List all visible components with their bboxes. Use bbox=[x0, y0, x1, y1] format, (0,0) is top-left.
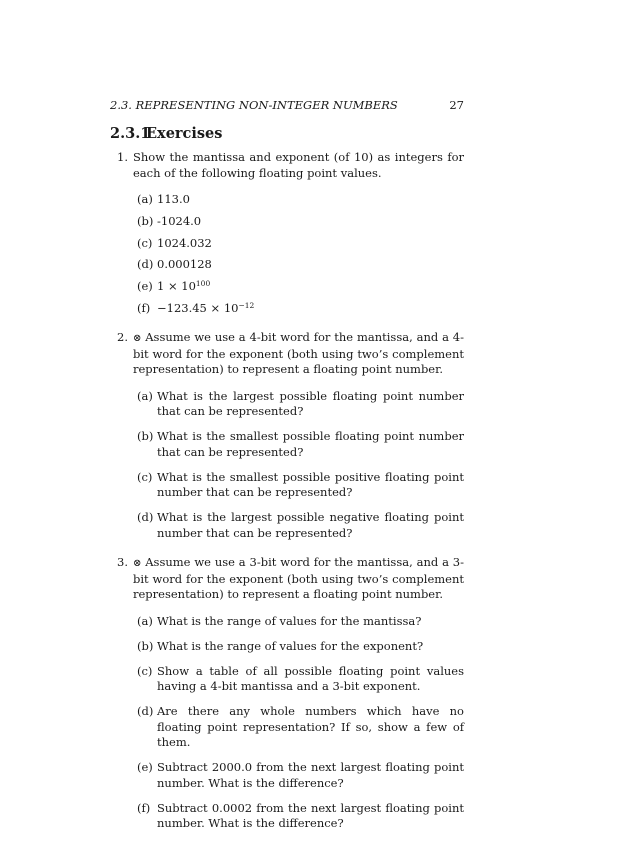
part-text: What is the largest possible floating point number that can be represented? bbox=[157, 388, 464, 419]
exercise-part bbox=[133, 704, 464, 751]
page-number: 27 bbox=[449, 98, 464, 112]
part-text: What is the smallest possible floating point number that can be represented? bbox=[157, 429, 464, 459]
part-label: (f) bbox=[137, 800, 151, 815]
part-exponent: 100 bbox=[195, 279, 211, 289]
part-label: (e) bbox=[137, 760, 153, 775]
exercise-parts bbox=[133, 614, 464, 832]
part-text: Subtract 0.0002 from the next largest floating point number. What is the difference? bbox=[157, 800, 464, 831]
part-label: (d) bbox=[137, 257, 154, 272]
part-label: (c) bbox=[137, 663, 153, 678]
part-text: 1024.032 bbox=[157, 235, 212, 250]
exercise-text bbox=[133, 555, 464, 603]
part-text: 1 × 10 bbox=[157, 279, 196, 294]
exercise-part bbox=[133, 192, 464, 208]
part-exponent: −12 bbox=[238, 300, 255, 310]
exercise-list bbox=[117, 150, 464, 846]
part-text: 113.0 bbox=[157, 192, 190, 206]
exercise-part bbox=[133, 389, 464, 420]
exercise-number: 2. bbox=[117, 330, 128, 345]
exercise-body: Assume we use a 4-bit word for the mantissa, and a 4-bit word for the exponent (both using two’s complement representation) to represent a floating point number. bbox=[133, 330, 464, 377]
part-text: What is the range of values for the mantissa? bbox=[157, 613, 422, 628]
part-text: 0.000128 bbox=[157, 257, 212, 272]
part-label: (b) bbox=[137, 213, 154, 228]
section-number: 2.3.1 bbox=[110, 125, 151, 142]
part-text: What is the range of values for the exponent? bbox=[157, 638, 424, 653]
part-label: (c) bbox=[137, 469, 153, 484]
part-text: Show a table of all possible floating point values having a 4-bit mantissa and a 3-bit exponent. bbox=[157, 663, 464, 694]
part-text: Subtract 2000.0 from the next largest floating point number. What is the difference? bbox=[157, 760, 464, 790]
exercise-text: Show the mantissa and exponent (of 10) as integers for each of the following floating point values. bbox=[133, 150, 464, 180]
part-label: (b) bbox=[137, 429, 154, 444]
exercise-part bbox=[133, 801, 464, 832]
exercise-part bbox=[133, 639, 464, 655]
exercise-text bbox=[133, 330, 464, 378]
exercise-part bbox=[133, 664, 464, 695]
part-label: (c) bbox=[137, 235, 153, 250]
part-text: Are there any whole numbers which have no floating point representation? If so, show a few of them. bbox=[157, 704, 464, 750]
exercise-part bbox=[133, 470, 464, 501]
part-label: (a) bbox=[137, 613, 153, 628]
part-label: (e) bbox=[137, 279, 153, 294]
exercise-part bbox=[133, 301, 464, 317]
part-text: -1024.0 bbox=[157, 213, 202, 228]
exercise-3 bbox=[117, 555, 464, 832]
exercise-part bbox=[133, 614, 464, 630]
part-text: −123.45 × 10 bbox=[157, 300, 239, 315]
part-text: What is the largest possible negative floating point number that can be represented? bbox=[157, 510, 464, 540]
exercise-1 bbox=[117, 150, 464, 316]
exercise-part bbox=[133, 236, 464, 252]
section-heading bbox=[110, 125, 222, 142]
exercise-2 bbox=[117, 330, 464, 541]
part-label: (a) bbox=[137, 388, 153, 403]
part-label: (d) bbox=[137, 704, 154, 719]
exercise-part bbox=[133, 510, 464, 541]
part-label: (b) bbox=[137, 638, 154, 653]
part-text: What is the smallest possible positive floating point number that can be represented? bbox=[157, 469, 464, 500]
exercise-part bbox=[133, 257, 464, 273]
exercise-part bbox=[133, 429, 464, 460]
exercise-number: 1. bbox=[117, 150, 128, 164]
exercise-part bbox=[133, 279, 464, 295]
exercise-number: 3. bbox=[117, 555, 128, 570]
exercise-body: Assume we use a 3-bit word for the mantissa, and a 3-bit word for the exponent (both using two’s complement representation) to represent a floating point number. bbox=[133, 555, 464, 602]
exercise-parts bbox=[133, 192, 464, 316]
running-title: 2.3. REPRESENTING NON-INTEGER NUMBERS bbox=[110, 98, 398, 112]
exercise-parts bbox=[133, 389, 464, 542]
difficulty-marker-icon: ⊗ bbox=[133, 558, 142, 570]
section-title: Exercises bbox=[146, 125, 223, 142]
difficulty-marker-icon: ⊗ bbox=[133, 333, 142, 345]
running-header bbox=[110, 98, 464, 112]
part-label: (f) bbox=[137, 300, 151, 315]
exercise-part bbox=[133, 760, 464, 791]
part-label: (a) bbox=[137, 192, 153, 206]
exercise-part bbox=[133, 214, 464, 230]
part-label: (d) bbox=[137, 510, 154, 525]
